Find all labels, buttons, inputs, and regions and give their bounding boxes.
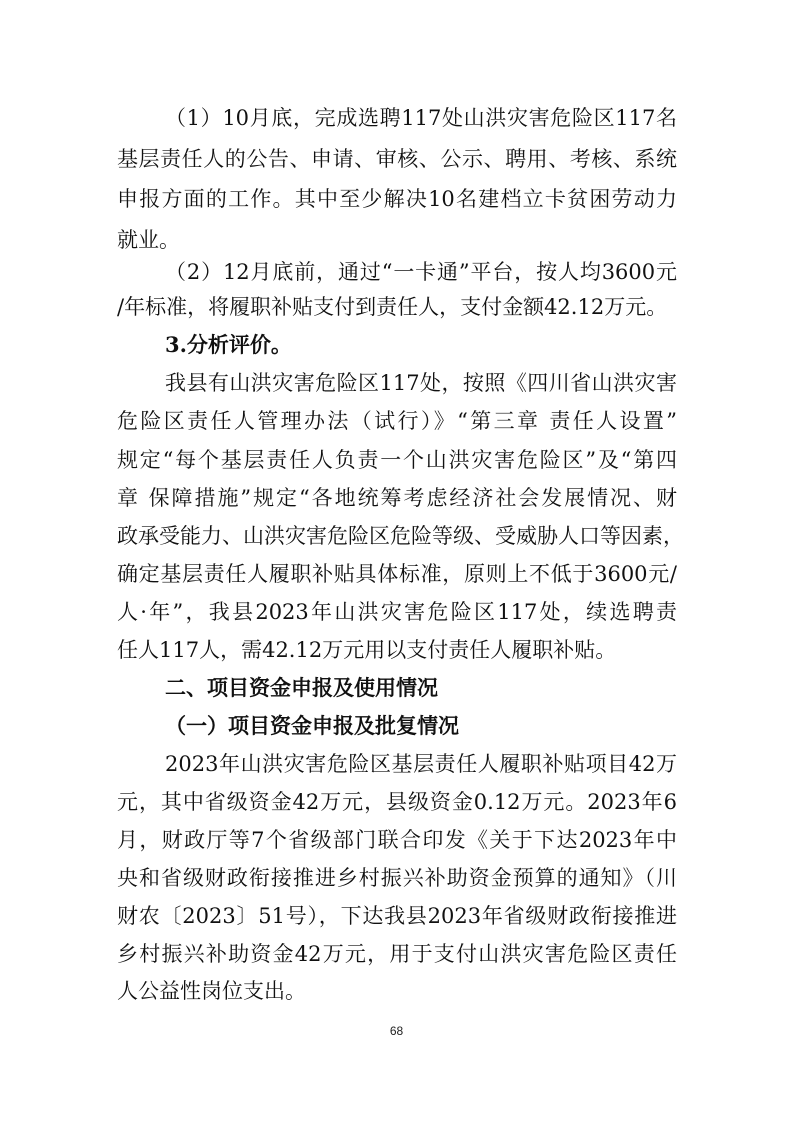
paragraph-line: 危险区责任人管理办法（试行）》“第三章 责任人设置” (117, 409, 677, 433)
paragraph-line: 规定“每个基层责任人负责一个山洪灾害危险区”及“第四 (117, 448, 677, 472)
paragraph-line: 2023年山洪灾害危险区基层责任人履职补贴项目42万 (165, 752, 677, 776)
paragraph-line: 章 保障措施”规定“各地统筹考虑经济社会发展情况、财 (117, 486, 677, 510)
paragraph-line: 基层责任人的公告、申请、审核、公示、聘用、考核、系统 (117, 147, 677, 171)
subsection-heading: （一）项目资金申报及批复情况 (165, 713, 459, 738)
paragraph-line: 确定基层责任人履职补贴具体标准，原则上不低于3600元/ (117, 562, 677, 586)
paragraph-line: 乡村振兴补助资金42万元，用于支付山洪灾害危险区责任 (117, 942, 677, 966)
paragraph-line: 元，其中省级资金42万元，县级资金0.12万元。2023年6 (117, 790, 677, 814)
paragraph-line: 财农〔2023〕51号），下达我县2023年省级财政衔接推进 (117, 904, 677, 928)
paragraph-line: 任人117人，需42.12万元用以支付责任人履职补贴。 (117, 638, 617, 662)
section-heading: 二、项目资金申报及使用情况 (165, 675, 438, 700)
paragraph-line: 人·年”，我县2023年山洪灾害危险区117处，续选聘责 (117, 600, 677, 624)
paragraph-line: 人公益性岗位支出。 (117, 979, 306, 1003)
paragraph-line: 申报方面的工作。其中至少解决10名建档立卡贫困劳动力 (117, 187, 677, 211)
paragraph-line: 央和省级财政衔接推进乡村振兴补助资金预算的通知》（川 (117, 866, 677, 890)
paragraph-line: 我县有山洪灾害危险区117处，按照《四川省山洪灾害 (165, 371, 677, 395)
page-number: 68 (389, 1024, 404, 1038)
paragraph-line: 就业。 (117, 228, 180, 252)
paragraph-line: （1）10月底，完成选聘117处山洪灾害危险区117名 (165, 106, 677, 130)
paragraph-line: 月，财政厅等7个省级部门联合印发《关于下达2023年中 (117, 828, 677, 852)
paragraph-line: （2）12月底前，通过“一卡通”平台，按人均3600元 (165, 260, 677, 284)
paragraph-line: /年标准，将履职补贴支付到责任人，支付金额42.12万元。 (117, 295, 668, 319)
paragraph-line: 政承受能力、山洪灾害危险区危险等级、受威胁人口等因素， (117, 524, 684, 548)
section-heading: 3.分析评价。 (165, 332, 292, 357)
